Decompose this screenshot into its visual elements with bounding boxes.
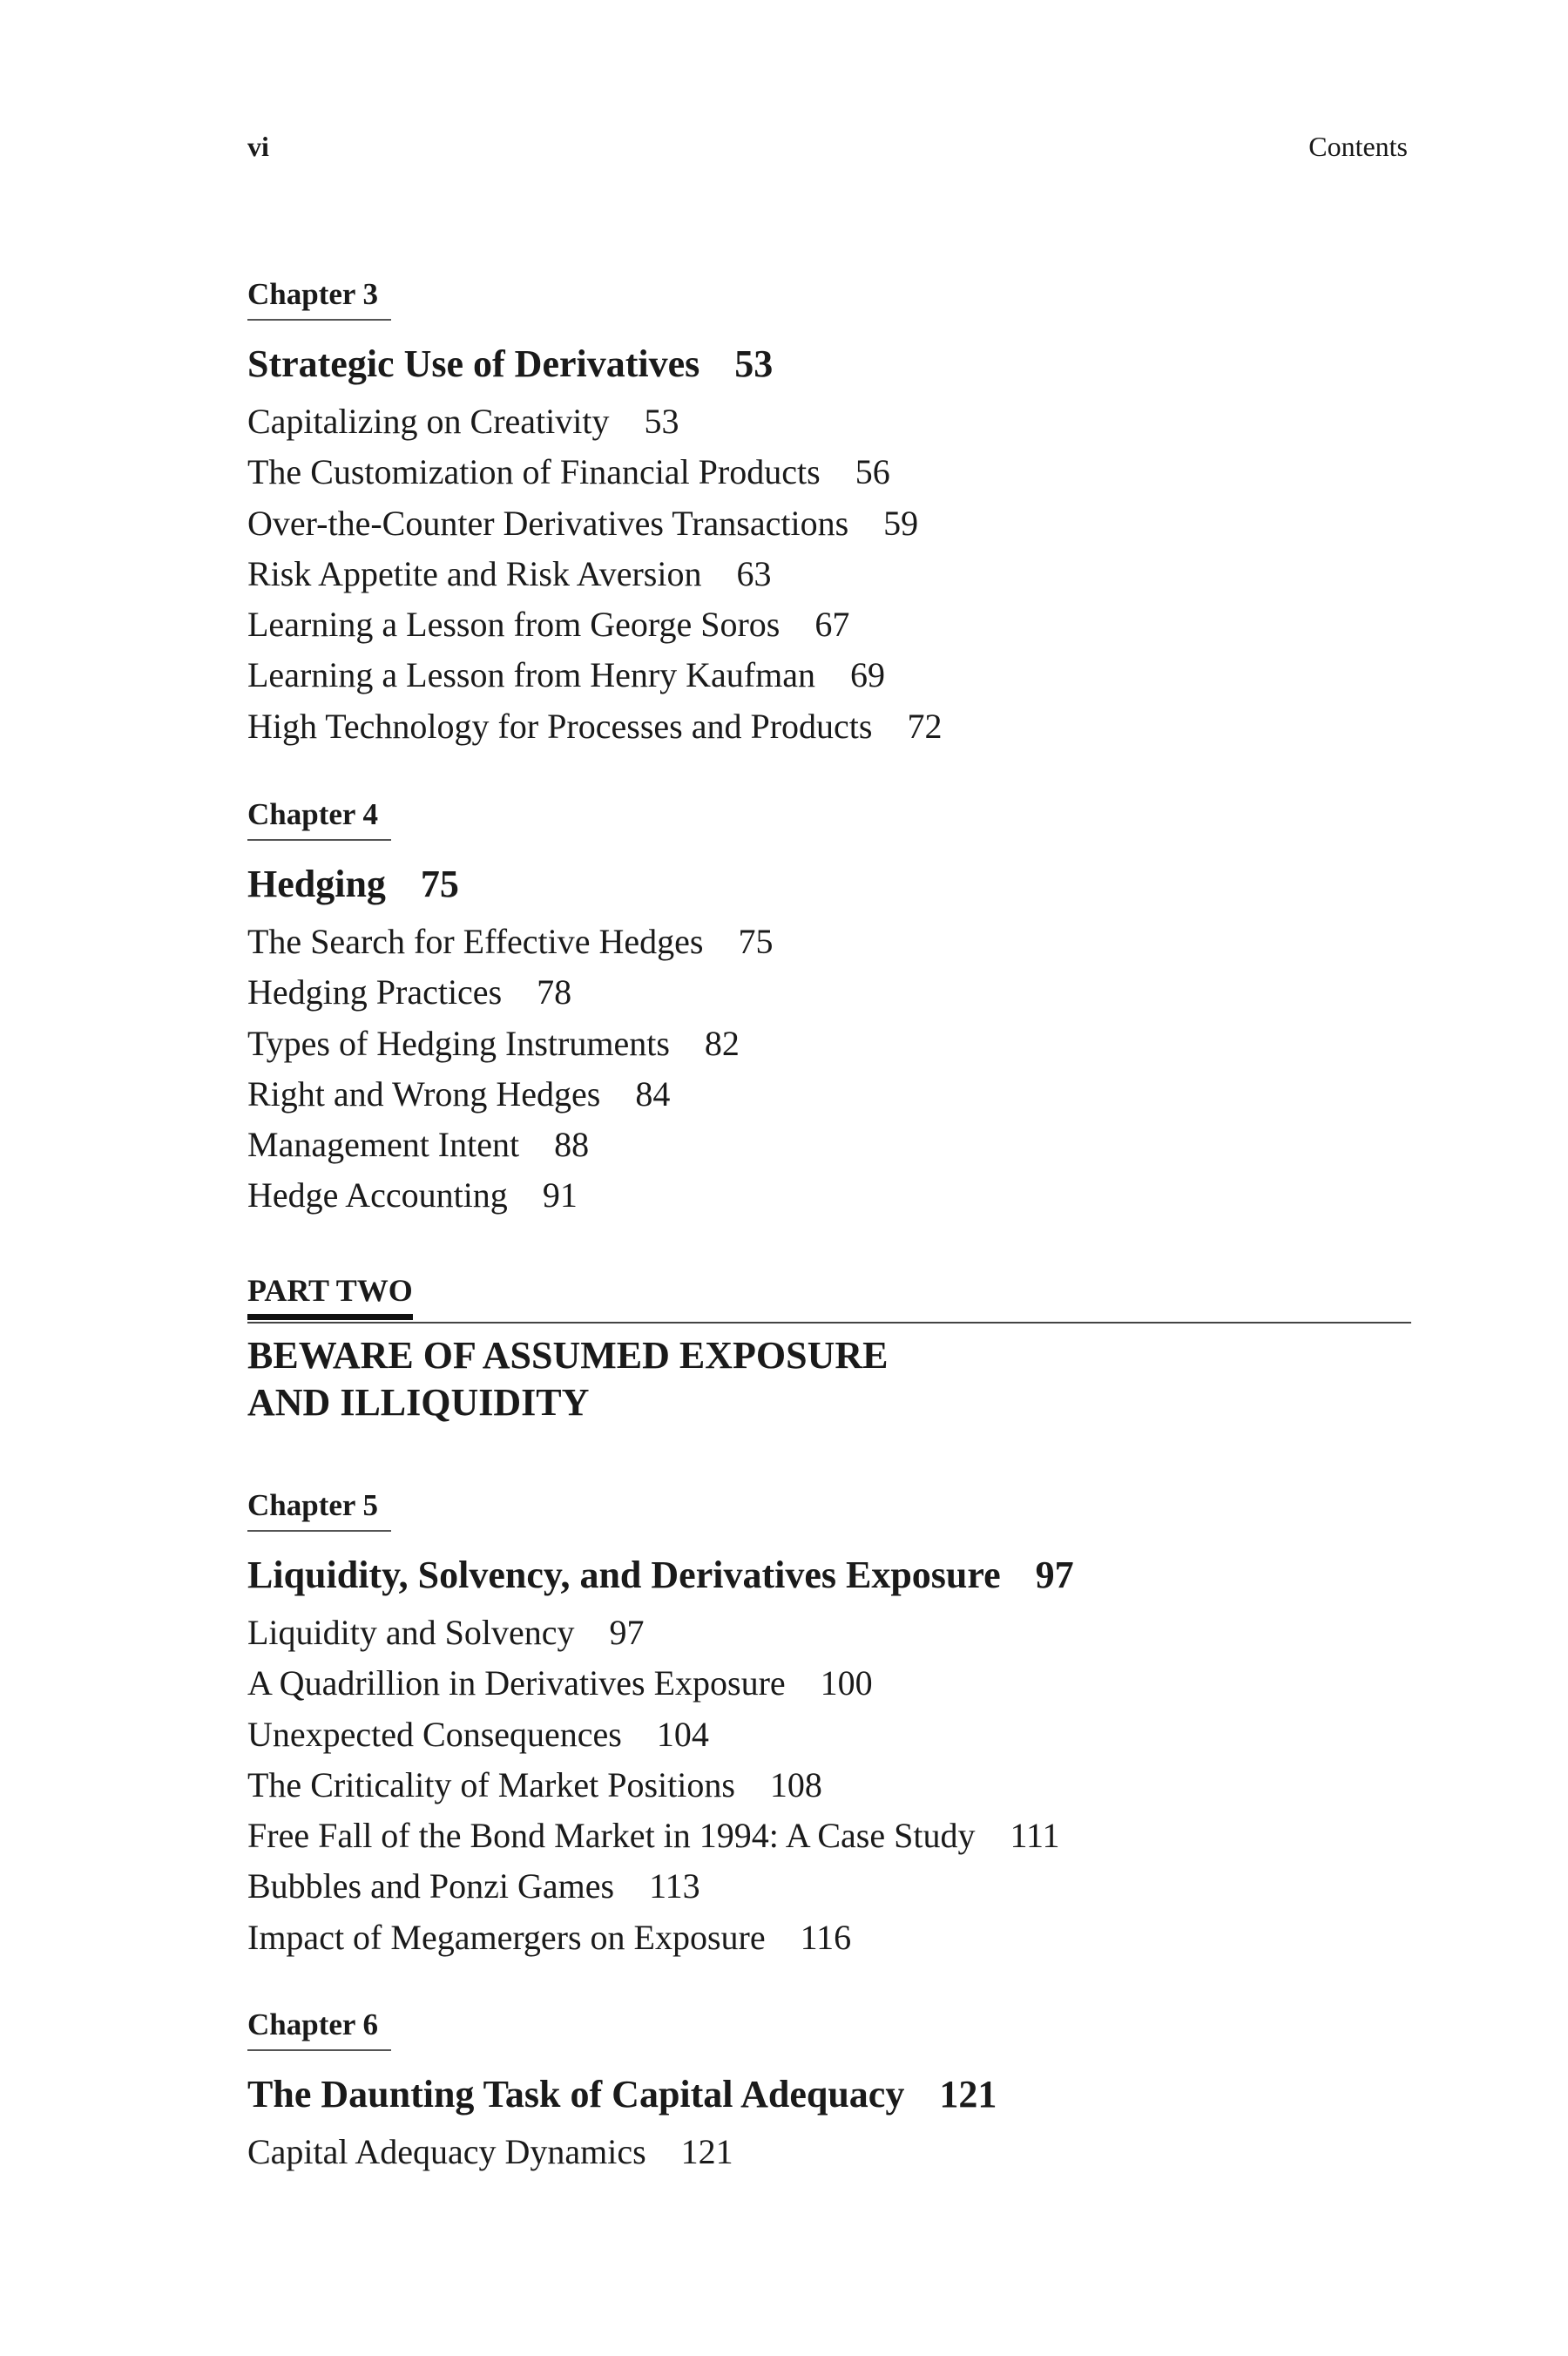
- toc-entry-title: Capital Adequacy Dynamics: [247, 2132, 646, 2171]
- toc-entry-page: 59: [883, 503, 919, 543]
- chapter-3-section: [247, 277, 942, 752]
- toc-entry[interactable]: [247, 917, 773, 967]
- toc-entry-page: 82: [704, 1023, 740, 1063]
- toc-entry-page: 69: [850, 655, 885, 695]
- chapter-page-number: 75: [420, 863, 459, 905]
- section-list: [247, 1608, 1074, 1963]
- toc-entry-title: Learning a Lesson from George Soros: [247, 605, 781, 645]
- chapter-title[interactable]: [247, 342, 942, 386]
- toc-entry[interactable]: [247, 1170, 773, 1221]
- chapter-label: Chapter 6: [247, 2007, 391, 2051]
- toc-entry-page: 88: [554, 1125, 590, 1165]
- chapter-title-text: The Daunting Task of Capital Adequacy: [247, 2073, 905, 2116]
- toc-entry-page: 100: [820, 1663, 873, 1703]
- toc-entry-title: Over-the-Counter Derivatives Transactions: [247, 503, 849, 543]
- toc-entry-page: 67: [814, 605, 850, 645]
- part-two-section: [247, 1272, 1411, 1426]
- chapter-page-number: 97: [1035, 1554, 1074, 1596]
- toc-entry-title: Hedging Practices: [247, 972, 503, 1012]
- toc-entry[interactable]: [247, 1861, 1074, 1912]
- chapter-title-text: Strategic Use of Derivatives: [247, 342, 700, 385]
- toc-entry[interactable]: [247, 701, 942, 752]
- toc-entry[interactable]: [247, 1709, 1074, 1760]
- running-title: Contents: [1308, 131, 1408, 162]
- chapter-label: Chapter 5: [247, 1488, 391, 1532]
- toc-entry-page: 78: [537, 972, 572, 1012]
- toc-entry[interactable]: [247, 1120, 773, 1170]
- toc-entry[interactable]: [247, 447, 942, 498]
- toc-entry-page: 75: [738, 922, 774, 961]
- chapter-title[interactable]: [247, 862, 773, 906]
- toc-entry[interactable]: [247, 498, 942, 549]
- part-title-line-2: AND ILLIQUIDITY: [247, 1381, 590, 1424]
- toc-entry-page: 97: [609, 1613, 645, 1652]
- running-head: [247, 131, 1408, 166]
- part-title-line-1: BEWARE OF ASSUMED EXPOSURE: [247, 1334, 889, 1377]
- toc-entry[interactable]: [247, 650, 942, 701]
- toc-entry-page: 91: [542, 1175, 578, 1215]
- toc-entry-page: 104: [656, 1714, 709, 1754]
- toc-entry[interactable]: [247, 1811, 1074, 1861]
- toc-entry-page: 56: [855, 452, 890, 492]
- page-number: vi: [247, 131, 269, 162]
- part-label: PART TWO: [247, 1272, 413, 1320]
- section-list: [247, 917, 773, 1222]
- toc-entry-page: 121: [680, 2132, 733, 2171]
- toc-entry-page: 63: [736, 553, 772, 593]
- toc-entry[interactable]: [247, 2127, 997, 2177]
- toc-entry-title: The Search for Effective Hedges: [247, 922, 704, 961]
- chapter-6-section: [247, 2007, 997, 2177]
- toc-entry[interactable]: [247, 1019, 773, 1069]
- chapter-title-text: Hedging: [247, 863, 386, 905]
- part-title[interactable]: [247, 1332, 1411, 1426]
- toc-entry-page: 111: [1010, 1816, 1060, 1856]
- chapter-page-number: 53: [734, 342, 774, 385]
- toc-entry-title: High Technology for Processes and Products: [247, 706, 873, 746]
- chapter-label: Chapter 4: [247, 797, 391, 841]
- chapter-page-number: 121: [939, 2073, 997, 2116]
- toc-entry[interactable]: [247, 549, 942, 599]
- chapter-4-section: [247, 797, 773, 1222]
- toc-entry-title: Free Fall of the Bond Market in 1994: A Case Study: [247, 1816, 976, 1856]
- chapter-5-section: [247, 1488, 1074, 1963]
- chapter-title[interactable]: [247, 1553, 1074, 1597]
- toc-entry-title: Unexpected Consequences: [247, 1714, 622, 1754]
- toc-entry-title: The Criticality of Market Positions: [247, 1764, 735, 1804]
- chapter-title-text: Liquidity, Solvency, and Derivatives Exposure: [247, 1554, 1001, 1596]
- toc-entry-title: Right and Wrong Hedges: [247, 1073, 601, 1114]
- toc-entry[interactable]: [247, 1913, 1074, 1963]
- toc-entry-title: Impact of Megamergers on Exposure: [247, 1917, 766, 1957]
- toc-entry-title: Management Intent: [247, 1125, 520, 1165]
- toc-entry[interactable]: [247, 599, 942, 650]
- toc-entry-page: 116: [800, 1917, 852, 1957]
- toc-entry-title: Hedge Accounting: [247, 1175, 508, 1215]
- chapter-title[interactable]: [247, 2072, 997, 2116]
- toc-entry-title: Learning a Lesson from Henry Kaufman: [247, 655, 815, 695]
- toc-entry[interactable]: [247, 396, 942, 447]
- chapter-label: Chapter 3: [247, 277, 391, 321]
- toc-entry-page: 84: [635, 1073, 671, 1114]
- toc-entry-title: Bubbles and Ponzi Games: [247, 1866, 615, 1906]
- toc-entry-page: 108: [769, 1764, 822, 1804]
- toc-entry[interactable]: [247, 1608, 1074, 1658]
- toc-entry[interactable]: [247, 1760, 1074, 1811]
- toc-entry[interactable]: [247, 1069, 773, 1120]
- part-divider: [247, 1322, 1411, 1324]
- toc-entry-title: The Customization of Financial Products: [247, 452, 821, 492]
- section-list: [247, 396, 942, 752]
- toc-entry-page: 113: [649, 1866, 700, 1906]
- toc-entry-page: 72: [907, 706, 943, 746]
- toc-entry-page: 53: [644, 402, 679, 441]
- toc-entry-title: A Quadrillion in Derivatives Exposure: [247, 1663, 786, 1703]
- toc-entry-title: Risk Appetite and Risk Aversion: [247, 553, 702, 593]
- toc-entry[interactable]: [247, 1658, 1074, 1709]
- section-list: [247, 2127, 997, 2177]
- toc-entry-title: Liquidity and Solvency: [247, 1613, 575, 1652]
- toc-entry-title: Capitalizing on Creativity: [247, 402, 610, 441]
- toc-entry-title: Types of Hedging Instruments: [247, 1023, 670, 1063]
- toc-entry[interactable]: [247, 967, 773, 1018]
